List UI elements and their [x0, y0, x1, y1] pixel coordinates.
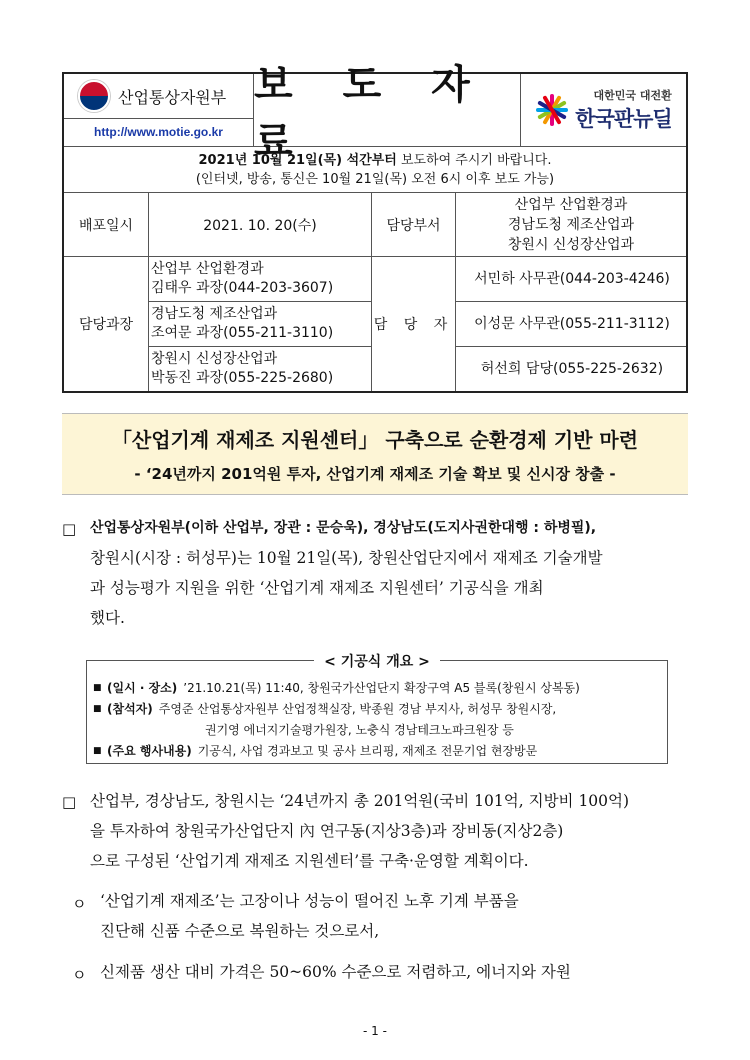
- paragraph-line: 과 성능평가 지원을 위한 ‘산업기계 재제조 지원센터’ 기공식을 개최: [90, 579, 544, 597]
- square-bullet-icon: ■: [93, 746, 102, 756]
- staff-label: 담 당 자: [372, 257, 456, 391]
- box-item-text: ’21.10.21(목) 11:40, 창원국가산업단지 확장구역 A5 블록(창원시 상복동): [183, 681, 580, 695]
- embargo-row: [64, 147, 686, 193]
- manager-entry: [149, 302, 371, 347]
- distribution-row: [64, 193, 686, 257]
- paragraph-1: [90, 513, 690, 633]
- paragraph-bullet: □: [62, 793, 77, 811]
- manager-list: [149, 257, 372, 391]
- brand-name: 한국판뉴딜: [575, 107, 672, 131]
- headline-subtitle: - ‘24년까지 201억원 투자, 산업기계 재제조 기술 확보 및 신시장 창출 -: [134, 465, 616, 483]
- embargo-note: (인터넷, 방송, 통신은 10월 21일(목) 오전 6시 이후 보도 가능): [195, 171, 555, 187]
- manager-name: 조여문 과장(055-211-3110): [151, 325, 334, 341]
- headline-title: 「산업기계 재제조 지원센터」 구축으로 순환경제 기반 마련: [111, 428, 639, 452]
- box-item: [93, 678, 667, 699]
- new-deal-brand: [535, 87, 671, 133]
- dist-label: 배포일시: [64, 193, 149, 256]
- dept-label: 담당부서: [372, 193, 456, 256]
- manager-entry: [149, 347, 371, 391]
- contacts-row: [64, 257, 686, 391]
- paragraph-line: 신제품 생산 대비 가격은 50~60% 수준으로 저렴하고, 에너지와 자원: [100, 963, 571, 981]
- staff-entry: 이성문 사무관(055-211-3112): [456, 302, 686, 347]
- taegeuk-emblem-icon: [78, 80, 110, 112]
- square-bullet-icon: ■: [93, 683, 102, 693]
- box-item-label: (일시 · 장소): [107, 681, 178, 695]
- box-item: [93, 699, 667, 720]
- page-number: - 1 -: [363, 1024, 387, 1038]
- box-item-text: 주영준 산업통상자원부 산업정책실장, 박종원 경남 부지사, 허성무 창원시장,: [158, 702, 557, 716]
- box-item-continuation: 권기영 에너지기술평가원장, 노충식 경남테크노파크원장 등: [205, 723, 514, 737]
- dept-list: [456, 193, 686, 256]
- paragraph-2: [90, 786, 690, 876]
- new-deal-logo: [521, 74, 686, 146]
- paragraph-line: 으로 구성된 ‘산업기계 재제조 지원센터’를 구축·운영할 계획이다.: [90, 852, 529, 870]
- manager-name: 김태우 과장(044-203-3607): [151, 280, 334, 296]
- square-bullet-icon: ■: [93, 704, 102, 714]
- paragraph-line: 을 투자하여 창원국가산업단지 內 연구동(지상3층)과 장비동(지상2층): [90, 822, 564, 840]
- starburst-icon: [535, 93, 569, 127]
- box-item-text: 기공식, 사업 경과보고 및 공사 브리핑, 재제조 전문기업 현장방문: [197, 744, 538, 758]
- paragraph-line: 했다.: [90, 609, 125, 627]
- dept-item: 경남도청 제조산업과: [507, 216, 635, 233]
- staff-entry: 허선희 담당(055-225-2632): [480, 360, 664, 377]
- paragraph-3: [100, 886, 690, 946]
- embargo-date: 2021년 10월 21일(목) 석간부터: [198, 152, 397, 168]
- box-title-wrap: [87, 651, 667, 671]
- paragraph-line: ‘산업기계 재제조’는 고장이나 성능이 떨어진 노후 기계 부품을: [100, 892, 519, 910]
- headline-box: [62, 413, 688, 495]
- box-item-label: (참석자): [107, 702, 153, 716]
- brand-text: [575, 87, 671, 133]
- box-item: [93, 741, 667, 762]
- box-title: < 기공식 개요 >: [314, 654, 440, 670]
- manager-dept: 경남도청 제조산업과: [151, 306, 278, 322]
- dist-date: 2021. 10. 20(수): [149, 193, 372, 256]
- sub-bullet: ㅇ: [72, 895, 87, 913]
- manager-dept: 창원시 신성장산업과: [151, 351, 278, 367]
- manager-entry: [149, 257, 371, 302]
- paragraph-line: 진단해 신품 수준으로 복원하는 것으로서,: [100, 922, 380, 940]
- sub-bullet: ㅇ: [72, 966, 87, 984]
- manager-name: 박동진 과장(055-225-2680): [151, 370, 334, 386]
- dept-item: 산업부 산업환경과: [514, 196, 628, 213]
- paragraph-line: 산업통상자원부(이하 산업부, 장관 : 문승욱), 경상남도(도지사권한대행 : 하병필),: [90, 520, 597, 536]
- paragraph-line: 산업부, 경상남도, 창원시는 ‘24년까지 총 201억원(국비 101억, 지방비 100억): [90, 792, 630, 810]
- staff-list: [456, 257, 686, 391]
- ministry-name: 산업통상자원부: [118, 89, 227, 107]
- dept-item: 창원시 신성장산업과: [507, 236, 635, 253]
- paragraph-line: 창원시(시장 : 허성무)는 10월 21일(목), 창원산업단지에서 재제조 기술개발: [90, 549, 603, 567]
- press-release-header: [62, 61, 688, 393]
- doc-title: 보 도 자 료: [254, 74, 521, 146]
- ministry-logo: [64, 75, 253, 119]
- paragraph-4: [100, 957, 690, 987]
- brand-tagline: 대한민국 대전환: [593, 89, 672, 102]
- ministry-logo-block: [64, 74, 254, 146]
- paragraph-bullet: □: [62, 520, 77, 538]
- manager-dept: 산업부 산업환경과: [151, 261, 264, 277]
- box-item-label: (주요 행사내용): [107, 744, 192, 758]
- manager-label: 담당과장: [64, 257, 149, 391]
- ceremony-overview-box: [86, 654, 668, 764]
- ministry-url[interactable]: http://www.motie.go.kr: [94, 125, 223, 139]
- embargo-rest: 보도하여 주시기 바랍니다.: [396, 152, 552, 168]
- embargo-line: [199, 151, 552, 170]
- staff-entry: 서민하 사무관(044-203-4246): [456, 257, 686, 302]
